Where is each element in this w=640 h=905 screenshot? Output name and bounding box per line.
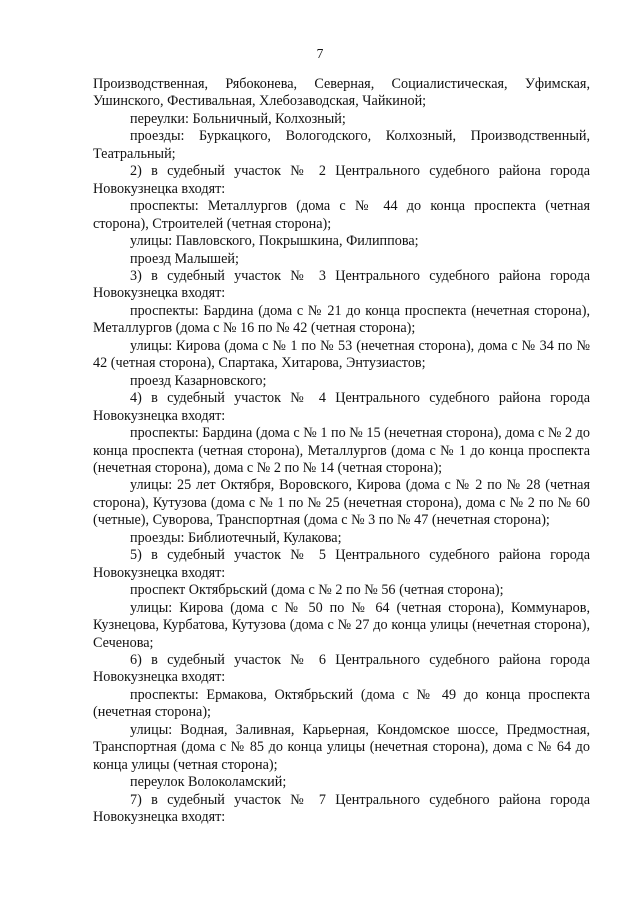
paragraph-district-6-avenues: проспекты: Ермакова, Октябрьский (дома с № 49 до конца проспекта (нечетная сторона); <box>93 686 590 721</box>
document-body <box>93 76 590 826</box>
paragraph-district-4-passages: проезды: Библиотечный, Кулакова; <box>130 529 342 546</box>
paragraph-district-5-streets: улицы: Кирова (дома с № 50 по № 64 (четная сторона), Коммунаров, Кузнецова, Курбатова, Кутузова (дома с № 27 до конца улицы (нечетная сторона), Сеченова; <box>93 599 590 651</box>
paragraph-district-5-avenue: проспект Октябрьский (дома с № 2 по № 56 (четная сторона); <box>130 582 504 599</box>
paragraph-district-3-heading: 3) в судебный участок № 3 Центрального судебного района города Новокузнецка входят: <box>93 267 590 302</box>
paragraph-district-6-lane: переулок Волоколамский; <box>130 774 287 791</box>
paragraph-district-2-passage: проезд Малышей; <box>130 250 239 267</box>
paragraph-district-2-heading: 2) в судебный участок № 2 Центрального судебного района города Новокузнецка входят: <box>93 163 590 197</box>
paragraph-district-2-avenues: проспекты: Металлургов (дома с № 44 до конца проспекта (четная сторона), Строителей (четная сторона); <box>93 198 590 232</box>
paragraph-district-7-heading: 7) в судебный участок № 7 Центрального судебного района города Новокузнецка входят: <box>93 791 590 826</box>
paragraph-district-4-heading: 4) в судебный участок № 4 Центрального судебного района города Новокузнецка входят: <box>93 390 590 424</box>
paragraph-district-6-streets: улицы: Водная, Заливная, Карьерная, Кондомское шоссе, Предмостная, Транспортная (дома с № 85 до конца улицы (нечетная сторона), дома с № 64 до конца улицы (четная сторона); <box>93 721 590 773</box>
paragraph-passages: проезды: Буркацкого, Вологодского, Колхозный, Производственный, Театральный; <box>93 128 590 162</box>
paragraph-streets-continued: Производственная, Рябоконева, Северная, Социалистическая, Уфимская, Ушинского, Фестивальная, Хлебозаводская, Чайкиной; <box>93 76 590 110</box>
paragraph-district-3-passage: проезд Казарновского; <box>130 372 267 389</box>
page-number: 7 <box>316 46 324 61</box>
paragraph-district-4-avenues: проспекты: Бардина (дома с № 1 по № 15 (нечетная сторона), дома с № 2 до конца проспекта (четная сторона), Металлургов (дома с № 1 до конца проспекта (нечетная сторона), дома с № 2 по № 14 (четная сторона); <box>93 425 590 476</box>
paragraph-district-3-streets: улицы: Кирова (дома с № 1 по № 53 (нечетная сторона), дома с № 34 по № 42 (четная сторона), Спартака, Хитарова, Энтузиастов; <box>93 337 590 372</box>
paragraph-district-5-heading: 5) в судебный участок № 5 Центрального судебного района города Новокузнецка входят: <box>93 547 590 581</box>
paragraph-district-4-streets: улицы: 25 лет Октября, Воровского, Кирова (дома с № 2 по № 28 (четная сторона), Кутузова (дома с № 1 по № 25 (нечетная сторона), дома с № 2 по № 60 (четные), Суворова, Транспортная (дома с № 3 по № 47 (нечетная сторона); <box>93 477 590 529</box>
paragraph-district-2-streets: улицы: Павловского, Покрышкина, Филиппова; <box>130 233 419 250</box>
paragraph-district-6-heading: 6) в судебный участок № 6 Центрального судебного района города Новокузнецка входят: <box>93 651 590 686</box>
paragraph-district-3-avenues: проспекты: Бардина (дома с № 21 до конца проспекта (нечетная сторона), Металлургов (дома с № 16 по № 42 (четная сторона); <box>93 302 590 337</box>
paragraph-lanes: переулки: Больничный, Колхозный; <box>130 110 346 127</box>
